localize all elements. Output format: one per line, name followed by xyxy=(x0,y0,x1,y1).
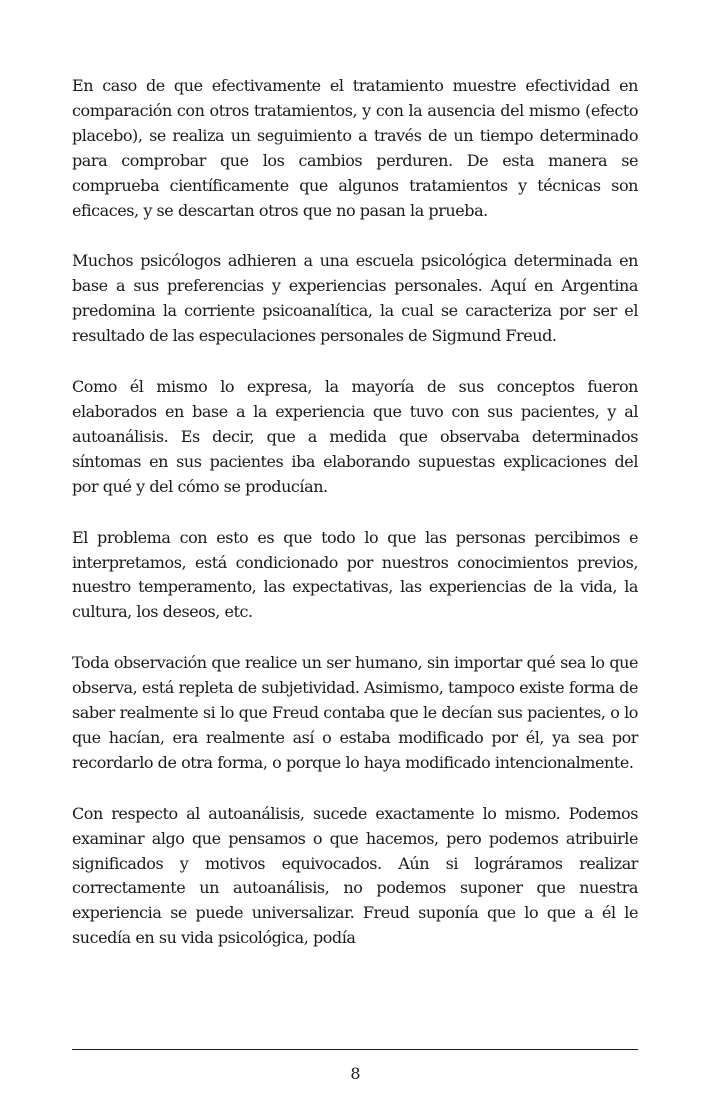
paragraph-1: En caso de que efectivamente el tratamiento muestre efectividad en comparación con otros tratamientos, y con la ausencia del mismo (efecto placebo), se realiza un seguimiento a través de un tiempo determinado para comprobar que los cambios perduren. De esta manera se comprueba científicamente que algunos tratamientos y técnicas son eficaces, y se descartan otros que no pasan la prueba. xyxy=(72,76,638,220)
paragraph-6: Con respecto al autoanálisis, sucede exactamente lo mismo. Podemos examinar algo que pensamos o que hacemos, pero podemos atribuirle significados y motivos equivocados. Aún si lográramos realizar correctamente un autoanálisis, no podemos suponer que nuestra experiencia se puede universalizar. Freud suponía que lo que a él le sucedía en su vida psicológica, podía xyxy=(72,803,638,948)
page-number: 8 xyxy=(350,1064,361,1083)
paragraph-2: Muchos psicólogos adhieren a una escuela psicológica determinada en base a sus preferencias y experiencias personales. Aquí en Argentina predomina la corriente psicoanalítica, la cual se caracteriza por ser el resultado de las especulaciones personales de Sigmund Freud. xyxy=(72,251,638,346)
footer-rule xyxy=(72,1049,638,1050)
page-body xyxy=(72,74,638,977)
paragraph-3: Como él mismo lo expresa, la mayoría de sus conceptos fueron elaborados en base a la experiencia que tuvo con sus pacientes, y al autoanálisis. Es decir, que a medida que observaba determinados síntomas en sus pacientes iba elaborando supuestas explicaciones del por qué y del cómo se producían. xyxy=(72,377,638,496)
paragraph-5: Toda observación que realice un ser humano, sin importar qué sea lo que observa, está repleta de subjetividad. Asimismo, tampoco existe forma de saber realmente si lo que Freud contaba que le decían sus pacientes, o lo que hacían, era realmente así o estaba modificado por él, ya sea por recordarlo de otra forma, o porque lo haya modificado intencionalmente. xyxy=(72,653,638,772)
paragraph-4: El problema con esto es que todo lo que las personas percibimos e interpretamos, está condicionado por nuestros conocimientos previos, nuestro temperamento, las expectativas, las experiencias de la vida, la cultura, los deseos, etc. xyxy=(72,527,638,622)
